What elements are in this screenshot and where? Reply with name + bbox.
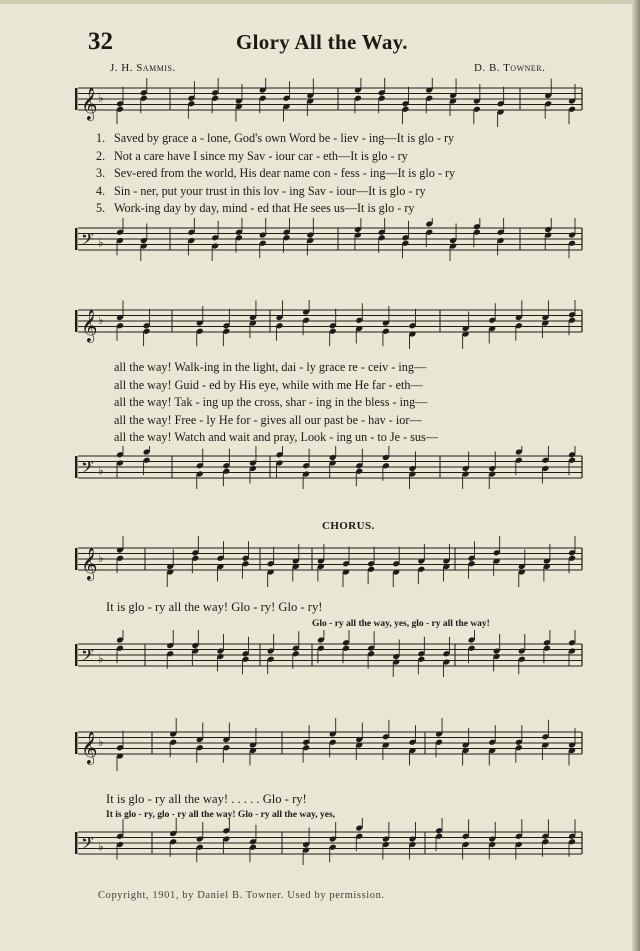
system-1-bass-staff	[0, 218, 640, 278]
verse-4-line-2: all the way! Free - ly He for - gives all our past be - hav - ior—	[114, 413, 422, 427]
system-2-treble-staff	[0, 300, 640, 360]
verse-3-line-1: 3. Sev-ered from the world, His dear name con - fess - ing—It is glo - ry	[96, 166, 456, 180]
flat-key-signature-icon: ♭	[98, 235, 104, 250]
system-bracket	[75, 832, 77, 854]
system-3-treble-staff	[0, 536, 640, 606]
system-4-treble-staff	[0, 718, 640, 794]
flat-key-signature-icon: ♭	[98, 313, 104, 327]
copyright-notice: Copyright, 1901, by Daniel B. Towner. Used by permission.	[98, 890, 385, 901]
system-bracket	[75, 548, 77, 570]
verse-5-line-1: 5. Work-ing day by day, mind - ed that He sees us—It is glo - ry	[96, 201, 415, 215]
system-3-bass-staff	[0, 630, 640, 700]
system-bracket	[75, 88, 77, 110]
verse-1-line-1: 1. Saved by grace a - lone, God's own Word be - liev - ing—It is glo - ry	[96, 131, 455, 145]
system-bracket	[75, 310, 77, 332]
flat-key-signature-icon: ♭	[98, 463, 104, 478]
chorus-echo-line-2: It is glo - ry, glo - ry all the way! Glo - ry all the way, yes,	[106, 810, 336, 820]
system-bracket	[75, 732, 77, 754]
verse-2-line-2: all the way! Guid - ed by His eye, while with me He far - eth—	[114, 378, 423, 392]
treble-clef-icon: 𝄞	[81, 547, 98, 580]
bass-clef-icon: 𝄢	[81, 645, 94, 669]
system-2-bass-staff	[0, 446, 640, 506]
system-1-treble-staff	[0, 78, 640, 138]
chorus-lyric-line-1: It is glo - ry all the way! Glo - ry! Glo - ry!	[106, 600, 323, 614]
flat-key-signature-icon: ♭	[98, 91, 104, 105]
verse-2-line-1: 2. Not a care have I since my Sav - iour car - eth—It is glo - ry	[96, 149, 408, 163]
treble-clef-icon: 𝄞	[81, 309, 98, 342]
verse-5-line-2: all the way! Watch and wait and pray, Look - ing un - to Je - sus—	[114, 430, 438, 444]
lyricist-credit: J. H. Sammis.	[110, 62, 176, 74]
flat-key-signature-icon: ♭	[98, 651, 104, 666]
system-bracket	[75, 456, 77, 478]
verse-4-line-1: 4. Sin - ner, put your trust in this lov - ing Sav - iour—It is glo - ry	[96, 184, 426, 198]
flat-key-signature-icon: ♭	[98, 735, 104, 749]
page-edge-top	[0, 0, 640, 4]
composer-credit: D. B. Towner.	[474, 62, 546, 74]
system-bracket	[75, 228, 77, 250]
chorus-label: CHORUS.	[322, 520, 375, 532]
verse-1-line-2: all the way! Walk-ing in the light, dai - ly grace re - ceiv - ing—	[114, 360, 427, 374]
chorus-echo-line-1: Glo - ry all the way, yes, glo - ry all the way!	[312, 619, 490, 629]
bass-clef-icon: 𝄢	[81, 833, 94, 857]
system-bracket	[75, 644, 77, 666]
hymn-number: 32	[88, 28, 113, 55]
verse-3-line-2: all the way! Tak - ing up the cross, shar - ing in the bless - ing—	[114, 395, 428, 409]
bass-clef-icon: 𝄢	[81, 457, 94, 481]
flat-key-signature-icon: ♭	[98, 839, 104, 854]
treble-clef-icon: 𝄞	[81, 731, 98, 764]
system-4-bass-staff	[0, 818, 640, 888]
bass-clef-icon: 𝄢	[81, 229, 94, 253]
flat-key-signature-icon: ♭	[98, 551, 104, 565]
hymn-title: Glory All the Way.	[236, 30, 408, 54]
treble-clef-icon: 𝄞	[81, 87, 98, 120]
chorus-lyric-line-2: It is glo - ry all the way! . . . . . Glo - ry!	[106, 792, 307, 806]
